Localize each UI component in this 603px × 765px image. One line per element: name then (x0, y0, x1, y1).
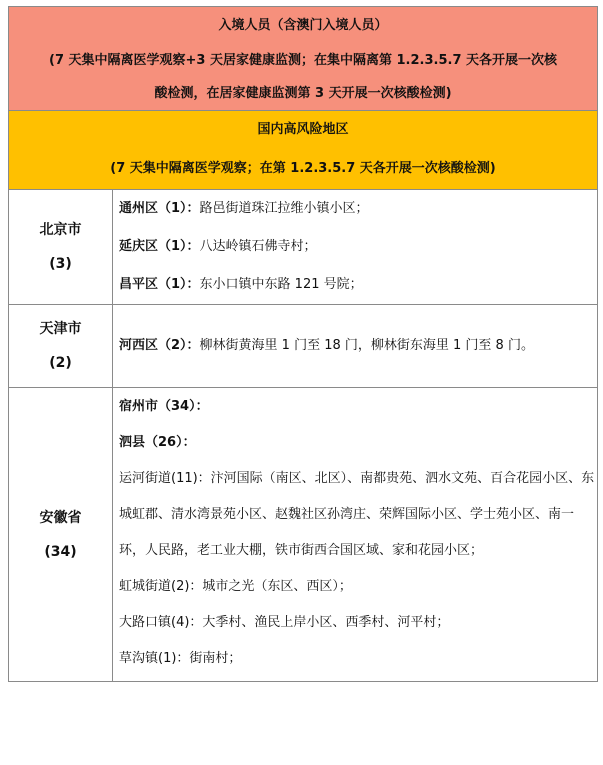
entry-header-row (9, 7, 598, 111)
domestic-header-row (9, 111, 598, 190)
city-heading: 宿州市（34）： (119, 399, 209, 414)
list-item: 虹城街道(2)：城市之光（东区、西区）； (119, 579, 352, 594)
region-detail-anhui (113, 388, 598, 682)
region-row-tianjin (9, 305, 598, 388)
region-count: (34) (44, 543, 77, 560)
entry-header-title: 入境人员（含澳门入境人员） (218, 18, 388, 33)
list-item (119, 228, 597, 266)
region-name: 北京市 (39, 222, 82, 238)
region-cell-anhui (9, 388, 113, 682)
domestic-header-title: 国内高风险地区 (257, 122, 349, 137)
region-detail-tianjin (113, 305, 598, 388)
district-label: 昌平区（1）： (119, 277, 200, 292)
district-label: 通州区（1）： (119, 201, 200, 216)
region-row-anhui (9, 388, 598, 682)
list-item (119, 190, 597, 228)
entry-header-cell (9, 7, 598, 111)
list-item: 大路口镇(4)：大季村、渔民上岸小区、西季村、河平村； (119, 615, 450, 630)
entry-header-note-2: 酸检测，在居家健康监测第 3 天开展一次核酸检测) (154, 86, 452, 101)
region-name: 安徽省 (39, 509, 82, 526)
district-places: 柳林街黄海里 1 门至 18 门，柳林街东海里 1 门至 8 门。 (199, 338, 534, 353)
region-count: (3) (49, 256, 72, 272)
district-places: 东小口镇中东路 121 号院； (199, 277, 363, 292)
district-places: 路邑街道珠江拉维小镇小区； (199, 201, 369, 216)
district-label: 延庆区（1）： (119, 239, 200, 254)
domestic-header-cell (9, 111, 598, 190)
region-count: (2) (49, 355, 72, 371)
county-heading: 泗县（26）： (119, 435, 196, 450)
entry-header-note-1: (7 天集中隔离医学观察+3 天居家健康监测；在集中隔离第 1.2.3.5.7 天各开展一次核 (49, 53, 558, 68)
region-cell-tianjin (9, 305, 113, 388)
region-name: 天津市 (39, 321, 82, 337)
region-cell-beijing (9, 190, 113, 305)
risk-area-table (8, 6, 598, 682)
list-item: 运河街道(11)：汴河国际（南区、北区）、南都贵苑、泗水文苑、百合花园小区、东城虹郡、清水湾景苑小区、赵魏社区孙湾庄、荣辉国际小区、学士苑小区、南一环，人民路，老工业大棚，铁市街西合国区域、家和花园小区； (119, 471, 595, 558)
region-detail-beijing (113, 190, 598, 305)
region-row-beijing (9, 190, 598, 305)
list-item: 草沟镇(1)：街南村； (119, 651, 242, 666)
district-places: 八达岭镇石佛寺村； (199, 239, 317, 254)
district-label: 河西区（2）： (119, 338, 200, 353)
list-item (119, 305, 597, 387)
domestic-header-note: (7 天集中隔离医学观察；在第 1.2.3.5.7 天各开展一次核酸检测) (110, 161, 496, 176)
list-item (119, 266, 597, 304)
